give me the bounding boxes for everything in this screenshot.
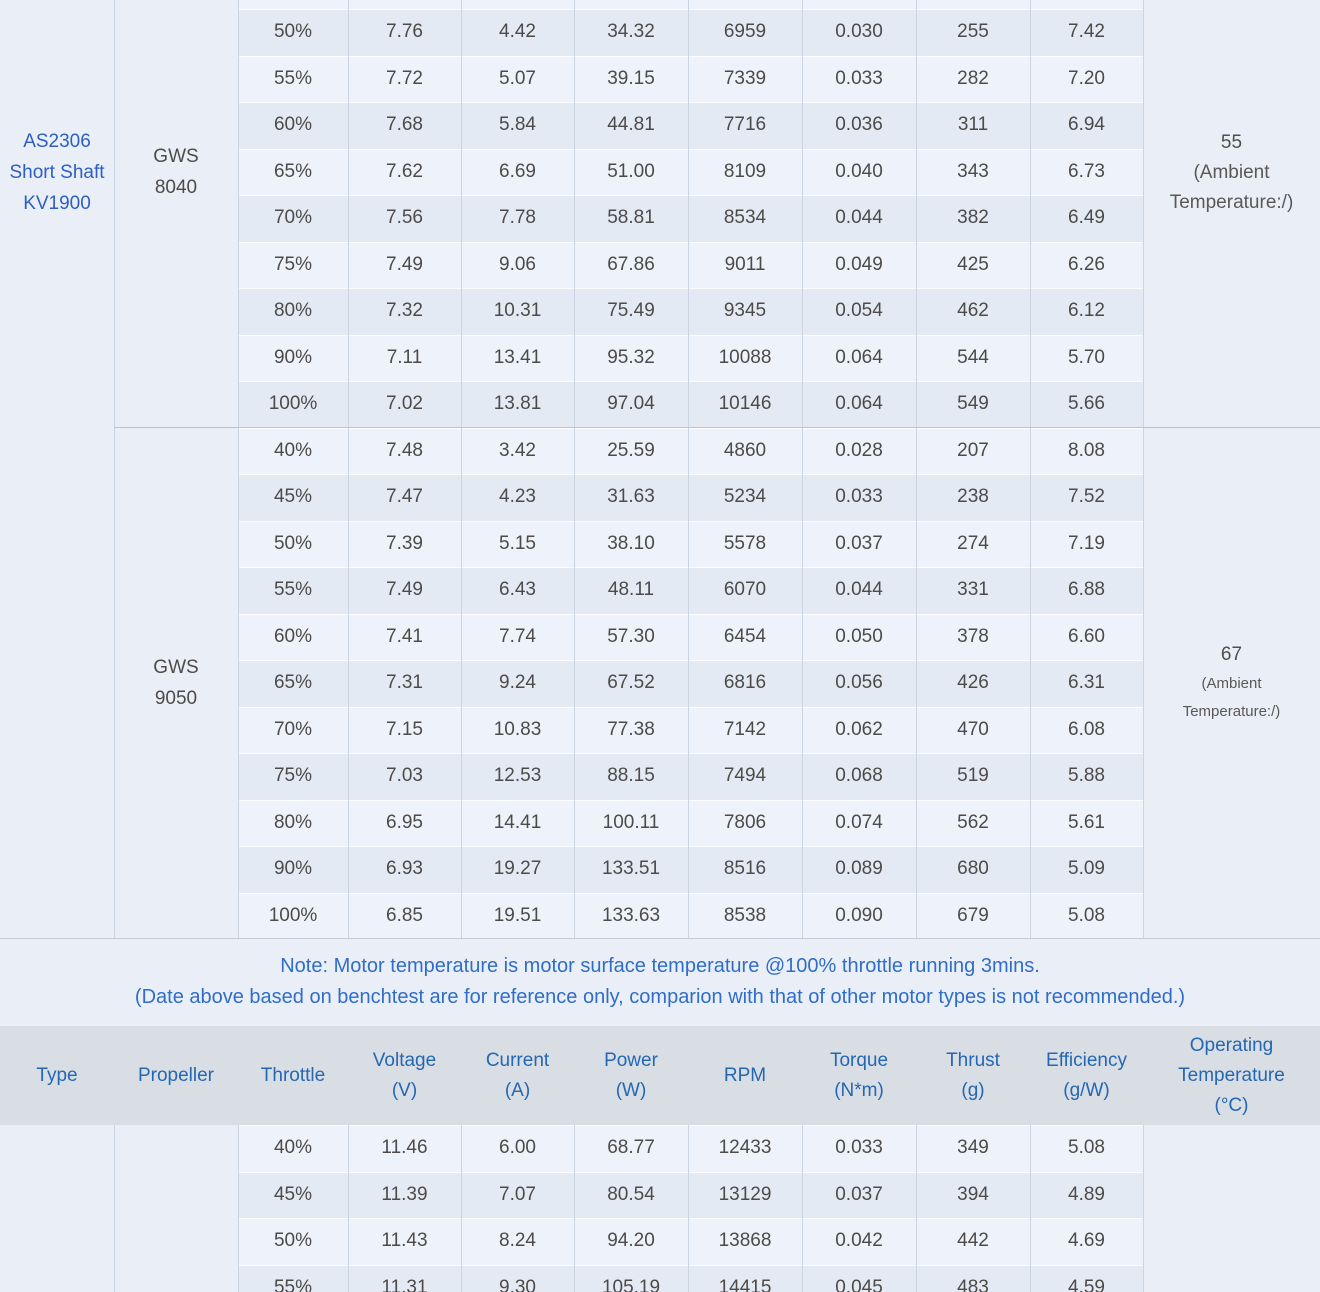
column-header-label: Throttle: [260, 1064, 326, 1086]
table-cell: 10146: [718, 393, 772, 414]
table-cell: 50%: [273, 21, 313, 42]
table-cell: 68.77: [607, 1137, 655, 1158]
table-cell: 9.24: [499, 672, 536, 693]
table-cell: 11.39: [381, 1183, 428, 1205]
table-cell: 544: [957, 346, 989, 368]
table-cell: 7.02: [386, 393, 423, 414]
column-header-unit: (g/W): [1063, 1079, 1110, 1101]
column-header-0: [0, 1026, 114, 1125]
table-cell: 0.030: [835, 21, 883, 42]
table-cell: 6.49: [1068, 207, 1105, 228]
table-cell: 75.49: [607, 300, 655, 321]
table-cell: 55%: [273, 1276, 313, 1292]
column-grid-line: [1143, 1125, 1144, 1292]
table-cell: 7.39: [386, 532, 423, 554]
table-cell: 57.30: [607, 625, 655, 647]
motor-type-cell: [0, 126, 114, 219]
table-cell: 0.044: [835, 579, 883, 600]
table-cell: 13129: [718, 1183, 772, 1205]
temperature-note-line: Temperature:/): [1182, 703, 1281, 720]
table-cell: 80%: [273, 811, 313, 833]
table-cell: 442: [957, 1230, 989, 1251]
table-cell: 462: [957, 300, 989, 321]
column-grid-line: [1143, 0, 1144, 938]
propeller-line: GWS: [153, 146, 199, 167]
table-cell: 5.15: [499, 532, 536, 554]
table-cell: 50%: [273, 532, 313, 554]
table-cell: 7.32: [386, 300, 423, 321]
table-row-partial: [238, 0, 1143, 9]
table-cell: 100%: [268, 904, 318, 926]
table-cell: 0.037: [835, 532, 883, 554]
temperature-note-line: (Ambient: [1193, 162, 1270, 183]
column-header-label: Type: [36, 1064, 78, 1086]
table-cell: 5578: [723, 532, 767, 554]
table-cell: 7.62: [386, 160, 423, 182]
table-cell: 6.85: [386, 904, 423, 926]
table-cell: 0.089: [835, 858, 883, 879]
table-cell: 94.20: [607, 1230, 655, 1251]
table-cell: 4.69: [1068, 1230, 1105, 1251]
table-cell: 8.08: [1068, 439, 1105, 461]
column-grid-line: [348, 0, 349, 938]
column-grid-line: [461, 0, 462, 938]
table-cell: 13.41: [493, 346, 542, 368]
column-header-unit: (A): [504, 1079, 531, 1101]
table-cell: 0.050: [835, 625, 883, 647]
table-cell: 7494: [723, 765, 767, 786]
table-cell: 7.52: [1068, 486, 1105, 507]
column-header-9: [1030, 1026, 1143, 1125]
table-cell: 8534: [723, 207, 767, 228]
column-grid-line: [574, 1125, 575, 1292]
table-cell: 343: [957, 160, 989, 182]
table-cell: 13.81: [493, 393, 542, 414]
table-cell: 80%: [273, 300, 313, 321]
column-header-4: [461, 1026, 574, 1125]
table-cell: 6.26: [1068, 253, 1105, 275]
table-cell: 7.68: [386, 114, 423, 135]
table-cell: 6.00: [499, 1137, 536, 1158]
table-cell: 100.11: [602, 811, 660, 833]
table-cell: 0.068: [835, 765, 883, 786]
table-cell: 58.81: [607, 207, 655, 228]
table-cell: 0.074: [835, 811, 883, 833]
column-grid-line: [574, 0, 575, 938]
column-grid-line: [461, 1125, 462, 1292]
table-cell: 0.033: [835, 486, 883, 507]
table-cell: 67.86: [607, 253, 655, 275]
table-cell: 0.045: [835, 1276, 883, 1292]
column-header-unit: (°C): [1214, 1094, 1249, 1116]
table-cell: 0.042: [835, 1230, 883, 1251]
table-cell: 9.30: [499, 1276, 536, 1292]
column-header-label: Propeller: [137, 1064, 215, 1086]
table-cell: 426: [957, 672, 989, 693]
table-cell: 679: [957, 904, 989, 926]
table-cell: 483: [957, 1276, 989, 1292]
table-cell: 5234: [723, 486, 767, 507]
table-cell: 7.47: [386, 486, 423, 507]
table-cell: 7.48: [386, 439, 423, 461]
table-cell: 25.59: [607, 439, 655, 461]
table-cell: 133.51: [601, 858, 661, 879]
table-cell: 519: [957, 765, 989, 786]
column-header-7: [802, 1026, 916, 1125]
column-grid-line: [916, 1125, 917, 1292]
table-cell: 207: [957, 439, 989, 461]
table-cell: 394: [957, 1183, 989, 1205]
table-cell: 7.78: [499, 207, 536, 228]
table-cell: 7.31: [386, 672, 423, 693]
table-cell: 6.88: [1068, 579, 1105, 600]
table-cell: 7339: [723, 67, 767, 89]
column-header-unit: (N*m): [834, 1079, 884, 1101]
column-header-8: [916, 1026, 1030, 1125]
table-cell: 238: [957, 486, 989, 507]
column-header-label: Voltage: [372, 1049, 437, 1071]
table-cell: 10088: [718, 346, 772, 368]
motor-type-line: AS2306: [23, 131, 91, 152]
table-cell: 4.59: [1068, 1276, 1105, 1292]
table-cell: 5.88: [1068, 765, 1105, 786]
section-divider-line: [114, 427, 1320, 428]
table-cell: 6.95: [386, 811, 423, 833]
column-grid-line: [1030, 0, 1031, 938]
table-cell: 7.74: [499, 625, 536, 647]
column-header-label: Efficiency: [1046, 1049, 1127, 1071]
column-header-2: [238, 1026, 348, 1125]
table-cell: 6.60: [1068, 625, 1105, 647]
table-cell: 75%: [273, 253, 313, 275]
column-grid-line: [114, 0, 115, 938]
table-cell: 51.00: [607, 160, 655, 182]
table-cell: 4860: [723, 439, 767, 461]
table-cell: 97.04: [607, 393, 655, 414]
operating-temperature-cell-1: [1143, 128, 1320, 218]
table-cell: 7142: [723, 718, 767, 740]
column-grid-line: [238, 1125, 239, 1292]
table-cell: 50%: [273, 1230, 313, 1251]
table-cell: 0.064: [835, 346, 883, 368]
table-cell: 39.15: [607, 67, 655, 89]
temperature-note-line: (Ambient: [1201, 675, 1262, 692]
table-cell: 9.06: [499, 253, 536, 275]
column-grid-line: [688, 1125, 689, 1292]
table-cell: 7.49: [386, 579, 423, 600]
temperature-value: 67: [1220, 644, 1243, 665]
table-cell: 0.044: [835, 207, 883, 228]
table-cell: 40%: [273, 439, 313, 461]
table-cell: 6.93: [386, 858, 423, 879]
table-cell: 31.63: [607, 486, 655, 507]
table-cell: 88.15: [607, 765, 655, 786]
table-cell: 6816: [723, 672, 767, 693]
table-cell: 3.42: [499, 439, 536, 461]
table-cell: 4.89: [1068, 1183, 1105, 1205]
table-note: [0, 951, 1320, 1013]
table-cell: 11.46: [381, 1137, 428, 1158]
table-cell: 255: [957, 21, 989, 42]
table-cell: 40%: [273, 1137, 313, 1158]
column-header-unit: (g): [961, 1079, 985, 1101]
table-cell: 38.10: [607, 532, 655, 554]
table-cell: 10.83: [493, 718, 542, 740]
column-header-6: [688, 1026, 802, 1125]
table-cell: 19.27: [493, 858, 542, 879]
column-header-1: [114, 1026, 238, 1125]
column-grid-line: [802, 1125, 803, 1292]
table-cell: 6.73: [1068, 160, 1105, 182]
table-cell: 12433: [718, 1137, 772, 1158]
table-cell: 70%: [273, 207, 313, 228]
table-header-row: [0, 1026, 1320, 1125]
table-cell: 11.31: [381, 1276, 428, 1292]
column-header-label: Operating Temperature: [1178, 1034, 1285, 1086]
table-cell: 34.32: [607, 21, 655, 42]
table-cell: 5.66: [1068, 393, 1105, 414]
column-header-label: RPM: [723, 1064, 767, 1086]
column-header-5: [574, 1026, 688, 1125]
column-grid-line: [802, 0, 803, 938]
column-header-label: Torque: [829, 1049, 889, 1071]
table-cell: 8516: [723, 858, 767, 879]
table-cell: 7.15: [386, 718, 423, 740]
table-cell: 55%: [273, 67, 313, 89]
table-cell: 562: [957, 811, 989, 833]
table-cell: 0.028: [835, 439, 883, 461]
propeller-line: GWS: [153, 657, 199, 678]
table-cell: 133.63: [601, 904, 661, 926]
table-cell: 0.040: [835, 160, 883, 182]
table-cell: 0.056: [835, 672, 883, 693]
note-line-2: (Date above based on benchtest are for reference only, comparion with that of other motor types is not recommended.): [134, 986, 1186, 1008]
table-cell: 4.42: [499, 21, 536, 42]
table-cell: 7.11: [386, 346, 423, 368]
table-cell: 45%: [273, 486, 313, 507]
table-cell: 311: [957, 114, 989, 135]
table-cell: 5.08: [1068, 904, 1105, 926]
table-cell: 8109: [723, 160, 767, 182]
table-cell: 5.08: [1068, 1137, 1105, 1158]
table-cell: 14415: [718, 1276, 772, 1292]
table-cell: 331: [957, 579, 989, 600]
table-cell: 95.32: [607, 346, 655, 368]
table-cell: 282: [957, 67, 989, 89]
table-cell: 0.054: [835, 300, 883, 321]
table-cell: 19.51: [493, 904, 542, 926]
table-cell: 0.090: [835, 904, 883, 926]
column-header-unit: (V): [391, 1079, 418, 1101]
column-header-label: Current: [485, 1049, 550, 1071]
table-cell: 7.49: [386, 253, 423, 275]
table-cell: 0.036: [835, 114, 883, 135]
note-line-1: Note: Motor temperature is motor surface temperature @100% throttle running 3mins.: [280, 955, 1040, 977]
table-cell: 90%: [273, 858, 313, 879]
table-cell: 11.43: [381, 1230, 428, 1251]
table-cell: 7.07: [499, 1183, 536, 1205]
table-cell: 8.24: [499, 1230, 536, 1251]
table-cell: 549: [957, 393, 989, 414]
table-cell: 65%: [273, 672, 313, 693]
table-cell: 6959: [723, 21, 767, 42]
table-cell: 7716: [723, 114, 767, 135]
column-grid-line: [688, 0, 689, 938]
propeller-line: 8040: [154, 177, 198, 198]
table-cell: 6.31: [1068, 672, 1105, 693]
column-grid-line: [348, 1125, 349, 1292]
temperature-note-line: Temperature:/): [1169, 192, 1294, 213]
column-header-label: Power: [604, 1049, 658, 1071]
table-cell: 382: [957, 207, 989, 228]
table-cell: 14.41: [493, 811, 542, 833]
table-cell: 77.38: [607, 718, 655, 740]
table-cell: 12.53: [493, 765, 542, 786]
table-cell: 7.42: [1068, 21, 1105, 42]
temperature-value: 55: [1220, 132, 1243, 153]
table-cell: 13868: [718, 1230, 772, 1251]
column-grid-line: [1030, 1125, 1031, 1292]
table-cell: 7.72: [386, 67, 423, 89]
table-cell: 60%: [273, 114, 313, 135]
column-header-10: [1143, 1026, 1320, 1125]
table-cell: 7806: [723, 811, 767, 833]
table-cell: 7.03: [386, 765, 423, 786]
table-cell: 425: [957, 253, 989, 275]
column-grid-line: [916, 0, 917, 938]
table-cell: 680: [957, 858, 989, 879]
table-cell: 5.70: [1068, 346, 1105, 368]
table-cell: 0.033: [835, 1137, 883, 1158]
table-cell: 9011: [724, 253, 766, 275]
column-grid-line: [238, 0, 239, 938]
table-cell: 7.56: [386, 207, 423, 228]
table-cell: 7.41: [386, 625, 423, 647]
table-cell: 6.43: [499, 579, 536, 600]
table-cell: 10.31: [493, 300, 542, 321]
table-cell: 70%: [273, 718, 313, 740]
table-cell: 55%: [273, 579, 313, 600]
column-grid-line: [114, 1125, 115, 1292]
table-cell: 0.062: [835, 718, 883, 740]
table-cell: 67.52: [607, 672, 655, 693]
table-cell: 105.19: [601, 1276, 661, 1292]
table-cell: 6454: [723, 625, 767, 647]
table-cell: 470: [957, 718, 989, 740]
table-cell: 6.94: [1068, 114, 1105, 135]
table-cell: 6070: [723, 579, 767, 600]
propeller-cell-gws-8040: [114, 141, 238, 203]
propeller-line: 9050: [154, 688, 198, 709]
table-cell: 60%: [273, 625, 313, 647]
table-cell: 274: [957, 532, 989, 554]
table-cell: 5.09: [1068, 858, 1105, 879]
table-cell: 100%: [268, 393, 318, 414]
table-cell: 7.19: [1068, 532, 1105, 554]
table-cell: 0.049: [835, 253, 883, 275]
table-cell: 5.84: [499, 114, 536, 135]
table-cell: 6.12: [1068, 300, 1105, 321]
table-cell: 6.69: [499, 160, 536, 182]
table-cell: 80.54: [607, 1183, 655, 1205]
table-cell: 65%: [273, 160, 313, 182]
column-header-3: [348, 1026, 461, 1125]
table-cell: 6.08: [1068, 718, 1105, 740]
table-cell: 7.76: [386, 21, 423, 42]
table-cell: 48.11: [607, 579, 655, 600]
table-cell: 8538: [723, 904, 767, 926]
table-cell: 349: [957, 1137, 989, 1158]
table-cell: 5.61: [1068, 811, 1105, 833]
table-cell: 45%: [273, 1183, 313, 1205]
table-cell: 90%: [273, 346, 313, 368]
table-cell: 4.23: [499, 486, 536, 507]
table-cell: 0.064: [835, 393, 883, 414]
column-header-unit: (W): [615, 1079, 647, 1101]
motor-type-line: KV1900: [23, 193, 91, 214]
table-cell: 0.033: [835, 67, 883, 89]
table-cell: 75%: [273, 765, 313, 786]
propeller-cell-gws-9050: [114, 652, 238, 714]
table-cell: 44.81: [607, 114, 655, 135]
table-cell: 378: [957, 625, 989, 647]
column-header-label: Thrust: [946, 1049, 1000, 1071]
table-cell: 0.037: [835, 1183, 883, 1205]
operating-temperature-cell-2: [1143, 640, 1320, 726]
table-cell: 9345: [723, 300, 767, 321]
motor-type-line: Short Shaft: [9, 162, 105, 183]
table-cell: 7.20: [1068, 67, 1105, 89]
table-bottom-border: [0, 938, 1320, 939]
table-cell: 5.07: [499, 67, 536, 89]
